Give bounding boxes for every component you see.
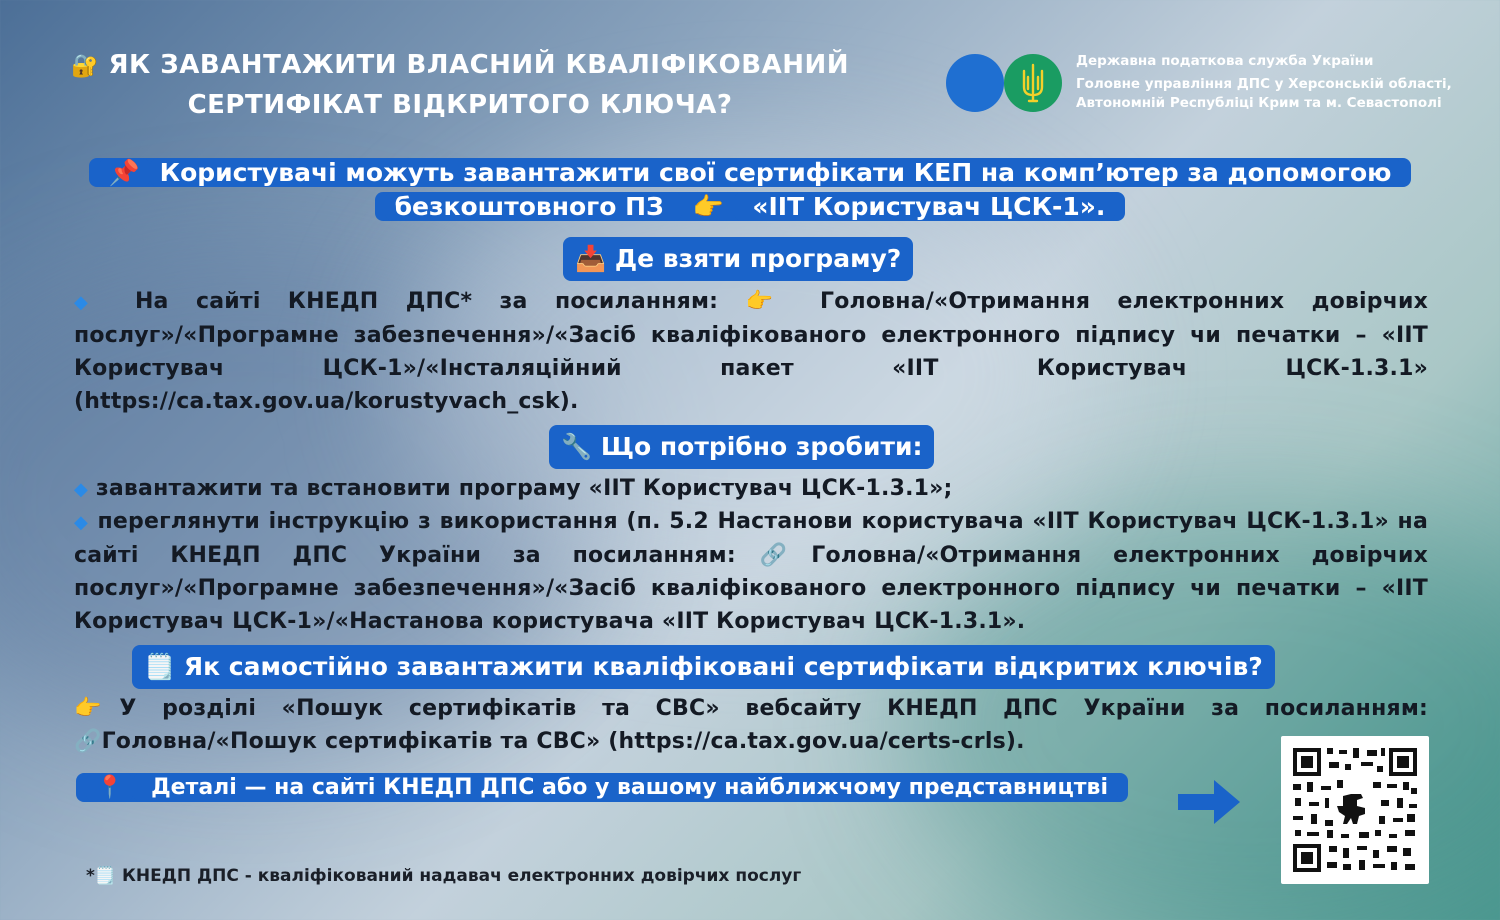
- title-line-2: СЕРТИФІКАТ ВІДКРИТОГО КЛЮЧА?: [187, 90, 733, 120]
- section-title-todo: [549, 425, 934, 469]
- details-text: Деталі — на сайті КНЕДП ДПС або у вашому найближчому представництві: [133, 773, 1118, 802]
- section-todo-title: Що потрібно зробити:: [600, 432, 923, 461]
- intro-text-1: Користувачі можуть завантажити свої сертифікати КЕП на комп’ютер за допомогою безкоштовного ПЗ: [150, 158, 1402, 221]
- pointing-hand-icon: 👉: [74, 696, 120, 721]
- wrench-icon: 🔧: [561, 432, 593, 461]
- link-icon: 🔗: [74, 729, 102, 754]
- lock-icon: 🔐: [70, 54, 99, 79]
- section-todo-item-1: [74, 472, 1428, 506]
- org-line-3: Автономній Республіці Крим та м. Севастополі: [1076, 95, 1442, 111]
- where-text-2: Головна/«Отримання електронних довірчих послуг»/«Програмне забезпечення»/«Засіб кваліфікованого електронного підпису чи печатки – «ІІТ Користувач ЦСК-1»/«Інсталяційний пакет «ІІТ Користувач ЦСК-1.3.1» (https://ca.tax.gov.ua/korustyvach_csk).: [74, 289, 1429, 414]
- intro-banner: [0, 156, 1500, 224]
- title-line-1: ЯК ЗАВАНТАЖИТИ ВЛАСНИЙ КВАЛІФІКОВАНИЙ: [108, 50, 849, 80]
- pin-icon: 📌: [99, 158, 150, 187]
- todo-item-2-part-2: Головна/«Отримання електронних довірчих послуг»/«Програмне забезпечення»/«Засіб кваліфікованого електронного підпису чи печатки – «ІІТ Користувач ЦСК-1»/«Настанова користувача «ІІТ Користувач ЦСК-1.3.1».: [74, 543, 1428, 634]
- org-line-2: Головне управління ДПС у Херсонській області,: [1076, 76, 1452, 92]
- self-text-2: Головна/«Пошук сертифікатів та СВС» (https://ca.tax.gov.ua/certs-crls).: [101, 729, 1025, 754]
- section-title-where: [563, 237, 913, 281]
- todo-item-2-part-1: переглянути інструкцію з використання (п. 5.2 Настанови користувача «ІІТ Користувач ЦСК-1.3.1» на сайті КНЕДП ДПС України за посиланням:: [74, 509, 1428, 568]
- qr-code[interactable]: [1281, 736, 1429, 884]
- where-text-1: На сайті КНЕДП ДПС* за посиланням:: [134, 289, 746, 314]
- link-icon: 🔗: [735, 543, 812, 568]
- details-banner: [76, 771, 1136, 805]
- todo-item-1: завантажити та встановити програму «ІІТ Користувач ЦСК-1.3.1»;: [95, 476, 953, 501]
- section-where-title: Де взяти програму?: [614, 244, 902, 273]
- diamond-bullet-icon: ◆: [74, 479, 89, 500]
- qr-code-icon: [1281, 736, 1429, 884]
- section-todo-item-2: [74, 505, 1428, 638]
- download-icon: 📥: [575, 244, 607, 273]
- notepad-icon: 🗒️: [144, 652, 176, 681]
- section-where-text: [74, 285, 1428, 418]
- pointing-hand-icon: 👉: [745, 289, 793, 314]
- logo-blue-circle: [946, 54, 1004, 112]
- section-self-title: Як самостійно завантажити кваліфіковані сертифікати відкритих ключів?: [183, 652, 1263, 681]
- trident-icon: [1018, 63, 1048, 103]
- footnote: *🗒️ КНЕДП ДПС - кваліфікований надавач електронних довірчих послуг: [86, 866, 802, 886]
- diamond-bullet-icon: ◆: [74, 512, 89, 533]
- right-arrow-icon: [1178, 778, 1242, 826]
- location-pin-icon: 📍: [86, 773, 133, 802]
- trident-logo: [1004, 54, 1062, 112]
- pointing-hand-icon: 👉: [682, 192, 733, 221]
- organization-name: [1076, 52, 1486, 113]
- footnote-text: КНЕДП ДПС - кваліфікований надавач електронних довірчих послуг: [116, 866, 802, 886]
- org-line-1: Державна податкова служба України: [1076, 53, 1374, 69]
- diamond-bullet-icon: ◆: [74, 292, 108, 313]
- self-text-1: У розділі «Пошук сертифікатів та СВС» вебсайту КНЕДП ДПС України за посиланням:: [119, 696, 1428, 721]
- intro-text-2: «ІІТ Користувач ЦСК-1».: [734, 192, 1116, 221]
- section-title-self: [132, 645, 1275, 689]
- section-self-text: [74, 692, 1428, 758]
- notepad-icon: 🗒️: [94, 866, 117, 886]
- page-title: [40, 46, 880, 124]
